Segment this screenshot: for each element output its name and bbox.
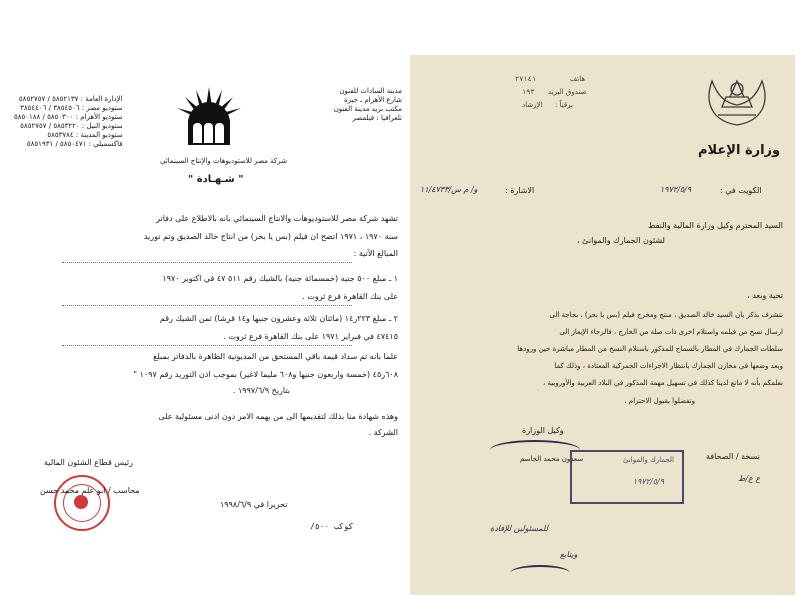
ministry-name: وزارة الإعلام	[698, 143, 781, 158]
body-line: وتفضلوا بقبول الاحترام ،	[624, 397, 695, 405]
signatory-name: محاسب / ابو علم محمد حسن	[40, 486, 140, 495]
file-code: ع ع/ط	[738, 474, 761, 483]
cable-label: برقياً :	[555, 101, 573, 109]
addressee-line: السيد المحترم وكيل وزارة المالية والنفط	[648, 221, 783, 230]
greeting: تحية وبعد ،	[747, 291, 783, 300]
phone-line: ستوديو مصر : ٣٨٥٤٥٠٦ / ٣٨٥٤٤٠٦	[20, 104, 123, 112]
body-line: وهذه شهادة منا بذلك لتقديمها الى من يهمه الامر دون ادنى مسئولية على	[158, 412, 398, 421]
stamp-line: ١٩٧٢/٥/٩	[632, 477, 664, 486]
issue-date: تحريرا في ١٩٩٨/٦/٩	[220, 500, 288, 509]
phone-line: ستوديو الأهرام : ٥٨٥٠٣٠٠ / ٥٨٥٠١٨٨	[14, 113, 123, 121]
body-line: ٢ ـ مبلغ ٢٢٣ر١٤ (مائتان ثلاثة وعشرون جنيها و١٤ قرشا) ثمن الشيك رقم	[159, 314, 398, 323]
po-box-label: صندوق البريد	[548, 88, 587, 96]
address-line: مكتب بريد مدينة الفنون	[333, 105, 402, 113]
company-address-block	[334, 87, 402, 123]
address-line: مدينة السادات للفنون	[339, 87, 402, 95]
body-line: ١ ـ مبلغ ٥٠٠ جنيه (خمسمائة جنيه) بالشيك رقم ٥١١ ٤٧ في اكتوبر ١٩٧٠	[162, 274, 398, 283]
addressee-line: لشئون الجمارك والموانئ ،	[577, 236, 665, 245]
signatory-title: رئيس قطاع الشئون المالية	[44, 458, 134, 467]
body-line: الشركة .	[368, 428, 398, 437]
stamp-line: الجمارك والموانئ	[623, 456, 674, 464]
body-line: سلطات الجمارك في المطار بالسماح للمذكور باستلام النسخ من المطار مباشرة حين ورودها	[517, 345, 783, 353]
company-seal-icon	[54, 475, 110, 531]
handwritten-signature-icon	[510, 565, 570, 581]
po-box-number: ١٩٣	[522, 88, 535, 96]
customs-stamp	[570, 450, 684, 504]
signatory-title: وكيل الوزارة	[522, 426, 564, 435]
body-line: وبعد وضعها في مخازن الجمارك بانتظار الاجراءات الجمركية المعتادة ، وذلك كما	[554, 362, 783, 370]
company-name: شركة مصر للاستوديوهات والإنتاج السينمائي	[160, 157, 287, 165]
body-line: علما بانه تم سداد قيمة باقي المستحق من المديونية الظاهرة بالدفاتر بمبلغ	[153, 352, 398, 361]
body-line: ٤٧٤١٥ في فبراير ١٩٧١ على بنك القاهرة فرع ثروت .	[223, 332, 398, 341]
address-line: شارع الأهرام ـ جيزة	[343, 96, 402, 104]
body-line: نتشرف بذكر بان السيد خالد الصديق ، منتج ومخرج فيلم (بس يا بحر) ، بحاجة الى	[549, 311, 783, 319]
letter-reference: و/ م س/١١/٤٧٣٣	[420, 185, 478, 194]
company-phones-block	[14, 95, 123, 149]
cable-value: الإرشاد	[522, 101, 543, 109]
body-line: نعلمكم بأنه لا مانع لدينا كذلك في تسهيل مهمة المذكور في البلاد العربية والأوروبية ،	[543, 379, 783, 387]
reference-label: الاشارة :	[505, 186, 535, 195]
certificate-title: " شـهـادة "	[188, 174, 244, 185]
studio-logo-icon	[170, 87, 248, 167]
body-line: ارسال نسخ من فيلمه واستلام اخرى ذات صلة من الخارج ، فالرجاء الإيعاز الى	[559, 328, 783, 336]
document-reference: كوكب ٥٠٠/	[310, 522, 354, 531]
body-line: ٦٠٨ر٤٥ (خمسة واربعون جنيها و٦٠٨ مليما لاغير) بموجب اذن التوريد رقم ١٠٩٧ "	[133, 370, 398, 379]
ministry-letter-document	[410, 55, 795, 595]
body-line: تشهد شركة مصر للاستوديوهات والانتاج السينمائي بانه بالاطلاع على دفاتر	[156, 214, 398, 223]
signatory-name: سعدون محمد الجاسم	[520, 455, 584, 463]
body-line: سنة ١٩٧٠ ، ١٩٧١ اتضح ان فيلم (بس يا بحر) من انتاج خالد الصديق وتم توريد	[143, 232, 398, 241]
handwritten-note: ويتابع	[560, 550, 578, 559]
copy-to: نسخة / الصحافة	[706, 452, 760, 461]
date-label: الكويت في :	[720, 186, 762, 195]
body-line: بتاريخ ١٩٩٧/٦/٩ .	[232, 386, 290, 395]
address-line: تلغرافيا : فيلمصر	[352, 114, 402, 122]
phone-label: هاتف	[570, 75, 586, 83]
body-line: على بنك القاهرة فرع ثروت .	[302, 292, 398, 301]
body-line: المبالغ الآتية :	[353, 249, 398, 258]
phone-line: ستوديو النيل : ٥٨٥٣٢٢٠ / ٥٨٥٢٧٥٧	[20, 122, 123, 130]
phone-line: فاكسميلي : ٥٨٥٠٤٧١ / ٥٨٥١٩٣١	[26, 140, 123, 148]
letter-date: ١٩٧٢/٥/٩	[660, 185, 692, 194]
phone-line: ستوديو المدينة : ٥٨٥٣٧٨٤	[47, 131, 123, 139]
handwritten-note: للمسئولين للإفادة	[490, 524, 549, 533]
kuwait-emblem-icon	[698, 67, 776, 133]
phone-number: ٢٧١٤١	[515, 75, 537, 83]
certificate-document	[10, 45, 410, 595]
phone-line: الإدارة العامة : ٥٨٥٢١٣٧ / ٥٨٥٢٧٥٧	[18, 95, 123, 103]
